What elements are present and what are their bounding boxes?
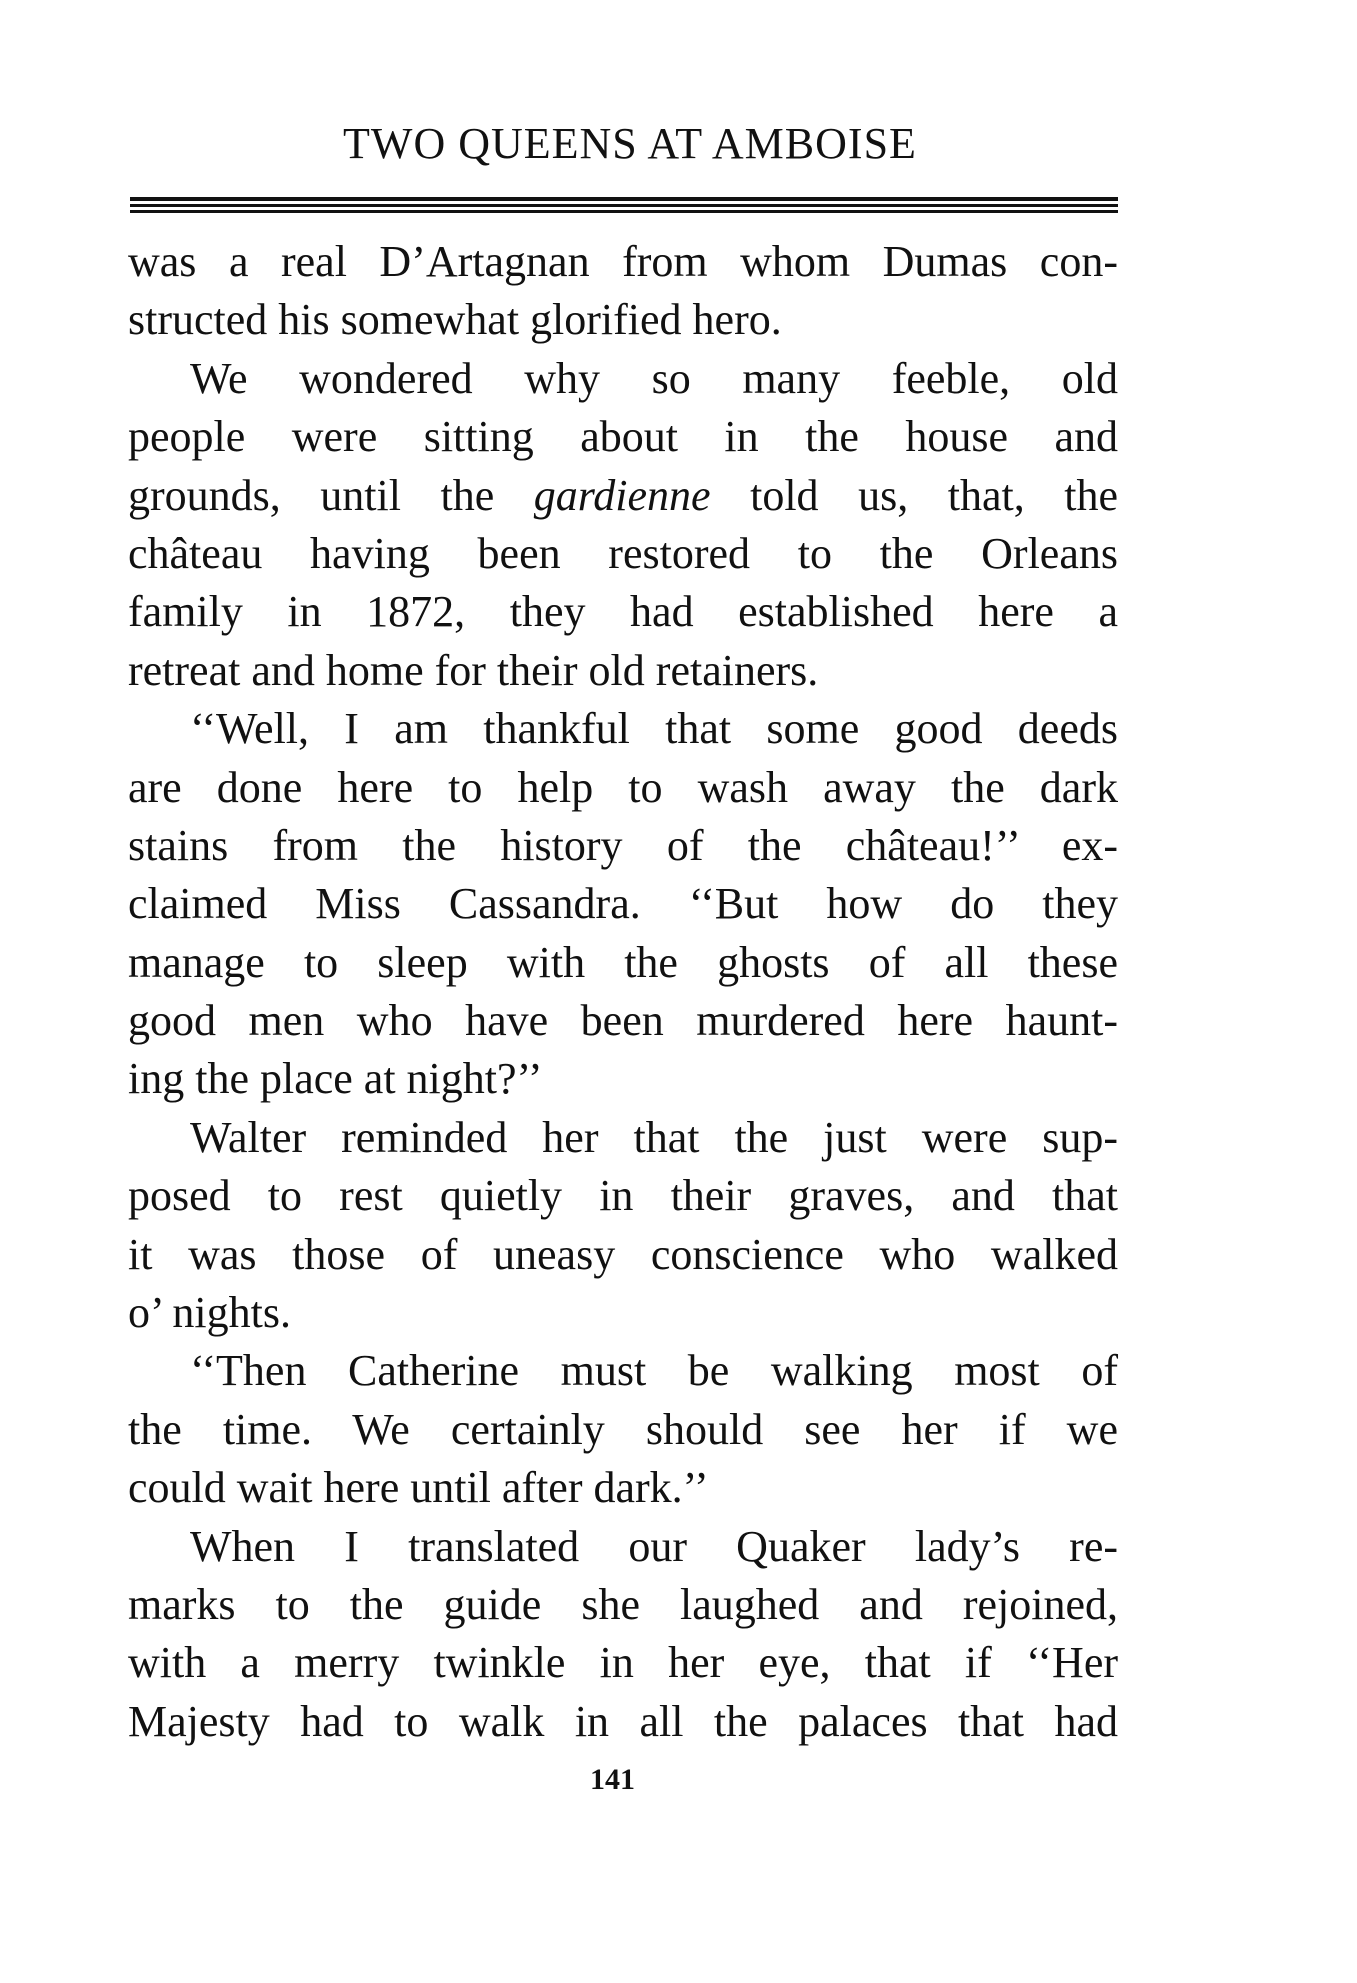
text-line: with a merry twinkle in her eye, that if ‘‘Her: [128, 1638, 1118, 1688]
text-line: ‘‘Then Catherine must be walking most of: [190, 1346, 1118, 1396]
text-line: ing the place at night?’’: [128, 1054, 543, 1104]
text-line: could wait here until after dark.’’: [128, 1463, 709, 1513]
text-line: people were sitting about in the house and: [128, 412, 1118, 462]
text-line: claimed Miss Cassandra. ‘‘But how do they: [128, 879, 1118, 929]
text-line: retreat and home for their old retainers.: [128, 645, 819, 695]
text-line: the time. We certainly should see her if we: [128, 1404, 1118, 1454]
text-line: When I translated our Quaker lady’s re-: [190, 1521, 1118, 1571]
text-line: family in 1872, they had established here a: [128, 587, 1118, 637]
text-line: posed to rest quietly in their graves, and that: [128, 1171, 1118, 1221]
text-line: manage to sleep with the ghosts of all these: [128, 937, 1118, 987]
italic-word: gardienne: [533, 470, 711, 520]
text-line-start: grounds, until the: [128, 470, 534, 520]
running-head: TWO QUEENS AT AMBOISE: [343, 119, 917, 168]
text-line: ‘‘Well, I am thankful that some good deeds: [190, 704, 1118, 754]
text-line: stains from the history of the château!’’ ex-: [128, 820, 1118, 870]
text-line: Majesty had to walk in all the palaces that had: [128, 1696, 1118, 1746]
body-text: [128, 233, 1118, 1751]
text-line: Walter reminded her that the just were sup-: [190, 1112, 1118, 1162]
text-line: We wondered why so many feeble, old: [190, 353, 1118, 403]
text-line: [128, 467, 1118, 525]
text-line: it was those of uneasy conscience who walked: [128, 1229, 1118, 1279]
text-line: structed his somewhat glorified hero.: [128, 295, 782, 345]
page-number: 141: [590, 1763, 635, 1796]
text-line: marks to the guide she laughed and rejoined,: [128, 1579, 1118, 1629]
text-line: are done here to help to wash away the dark: [128, 762, 1118, 812]
text-line: was a real D’Artagnan from whom Dumas con-: [128, 237, 1118, 286]
text-line: good men who have been murdered here haunt-: [128, 996, 1118, 1046]
text-line: o’ nights.: [128, 1288, 291, 1338]
text-line-end: told us, that, the: [710, 470, 1118, 520]
text-line: château having been restored to the Orleans: [128, 528, 1118, 578]
header-rule: [130, 197, 1118, 216]
